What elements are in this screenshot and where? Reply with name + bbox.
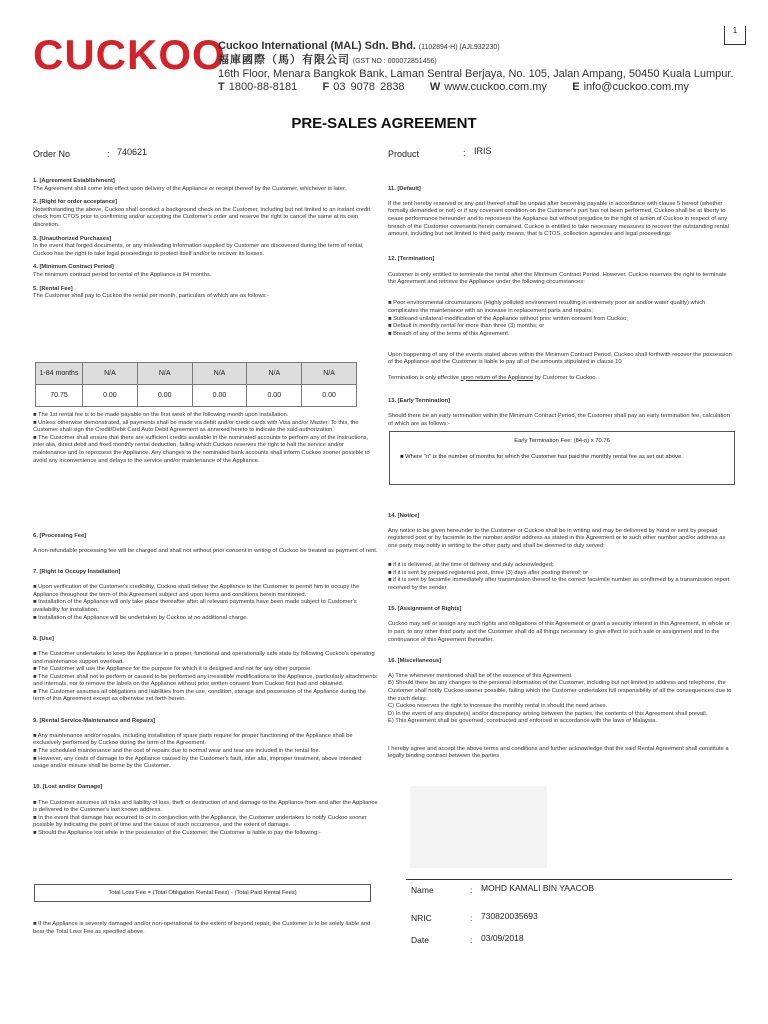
date-label: Date: [411, 935, 429, 945]
signature-divider: [406, 879, 732, 880]
email-value: info@cuckoo.com.my: [583, 81, 689, 93]
rental-fee-notes: [33, 412, 378, 465]
tel-label: T: [218, 81, 225, 93]
company-chinese-name: 福庫國際（馬）有限公司: [218, 54, 350, 66]
clause-10-heading: 10. [Lost and/or Damage]: [33, 784, 103, 791]
agreement-acknowledgement: I hereby agree and accept the above terms and conditions and further acknowledge that the said Rental Agreement shall constitute a legally binding contract between the parties: [388, 745, 729, 760]
clause-12-heading: 12. [Termination]: [388, 256, 435, 263]
order-no-value: 740621: [117, 147, 148, 157]
clause-3-heading: 3. [Unauthorized Purchases]: [33, 235, 112, 242]
signature-box: [410, 786, 547, 868]
left-column-lower: [33, 525, 378, 845]
clause-6-heading: 6. [Processing Fee]: [33, 532, 87, 539]
customer-name: MOHD KAMALI BIN YAACOB: [481, 883, 595, 893]
termination-text-end: by Customer to Cuckoo.: [533, 374, 598, 381]
page-number: 1: [724, 26, 746, 45]
rental-cell: 70.75: [36, 385, 83, 407]
clause-10-final-note: ■ If the Appliance is severely damaged and/or non-operational to the extent of beyond repair, the Customer is to be solely liable and bear the Total Loss Fee as specified above.: [33, 921, 371, 935]
clause-6-text: A non-refundable processing fee will be charged and shall not without prior consent in writing of Cuckoo be treated as payment of rent.: [33, 547, 378, 554]
rental-cell: 0.00: [83, 385, 138, 407]
rental-note: ■ Unless otherwise demonstrated, all payments shall be made via debit and/or credit cards with Visa and/or Master. To this, the Customer shall sign the Credit/Debit Card Auto Debit Agreement as annexed hereto to indicate the said authorization.: [33, 419, 359, 434]
left-column: [33, 178, 378, 301]
order-no-label: Order No: [33, 149, 71, 159]
clause-11-heading: 11. [Default]: [388, 185, 421, 192]
early-termination-note: ■ Where "n" is the number of months for which the Customer has paid the monthly rental fee as set out above.: [400, 454, 683, 460]
right-column-lower: [388, 505, 735, 768]
rental-note: ■ The 1st rental fee is to be made payable on the first week of the following month upon installation.: [33, 412, 289, 418]
rental-cell: N/A: [137, 363, 192, 385]
company-info: [218, 40, 734, 94]
clause-3-text: In the event that forged documents, or any misleading information supplied by Customer are discovered during the term of rental, Cuckoo has the right to take legal proceedings to protect itself and/or to recover its losses.: [33, 243, 364, 257]
rental-cell: 1-84 months: [36, 363, 83, 385]
rental-cell: N/A: [192, 363, 247, 385]
clause-14-text: Any notice to be given hereunder to the Customer or Cuckoo shall be in writing and may be delivered by hand or sent by prepaid registered post or by facsimile to the number and/or address as stated in this Agreement or to such other number and/or address as one party may notify in writing to the other party and shall be deemed to duly served:: [388, 527, 726, 549]
name-label: Name: [411, 885, 434, 895]
clause-16-heading: 16. [Miscellaneous]: [388, 657, 442, 664]
clause-13-text: Should there be an early termination within the Minimum Contract Period, the Customer shall pay an early termination fee, calculation of which are as follows:-: [388, 413, 730, 427]
clause-9-heading: 9. [Rental Service-Maintenance and Repairs]: [33, 717, 156, 724]
rental-fee-table: [35, 362, 357, 407]
company-address: 16th Floor, Menara Bangkok Bank, Laman Sentral Berjaya, No. 105, Jalan Ampang, 50450 Kuala Lumpur.: [218, 68, 734, 80]
clause-4-heading: 4. [Minimum Contract Period]: [33, 264, 114, 271]
clause-15-text: Cuckoo may sell or assign any such rights and obligations of this Agreement or grant a security interest in this Agreement, in whole or in part, to any other third party and the Customer shall do all things necessary to give effect to such sale or assignment and to the continuance of this Agreement thereafter.: [388, 621, 730, 643]
clause-1-text: The Agreement shall come into effect upon delivery of the Appliance or receipt thereof by the Customer, whichever is later.: [33, 185, 347, 192]
tel-value: 1800-88-8181: [228, 81, 298, 93]
cuckoo-logo: CUCKOO: [33, 31, 226, 78]
company-name: Cuckoo International (MAL) Sdn. Bhd.: [218, 40, 416, 52]
nric-colon: :: [470, 913, 473, 923]
early-termination-formula: Early Termination Fee: (84-n) x 70.76: [514, 438, 610, 444]
rental-note: ■ The Customer shall ensure that there are sufficient credits available in the nominated accounts to perform any of the instructions, inter alia, direct debit and fixed monthly rental deduction, failing which Cuckoo reserves the right to halt the service and/or maintenance and to repossess the Appliance. Any changes to the nominated bank accounts shall inform Cuckoo sooner possible to avoid any inconvenience and delays to the service and/or maintenance of the Appliance.: [33, 434, 370, 464]
clause-11-text: If the rent hereby reserved or any part thereof shall be unpaid after becoming payable in accordance with clause 5 hereof (whether formally demanded or not) or if any covenant condition on the Customer's part has not been performed, Cuckoo shall be at liberty to cease performance hereunder and to repossess the Appliance but without prejudice to the right of action of Cuckoo in respect of any breach of the Customer covenants herein contained. Cuckoo is entitled to take necessary measures to recover the outstanding rental amount, including but not limited to third party means, that is CTOS, collection agencies and legal proceedings: [388, 200, 729, 238]
clause-8-heading: 8. [Use]: [33, 635, 54, 642]
clause-12-effective: [388, 375, 735, 383]
clause-1-heading: 1. [Agreement Establishment]: [33, 178, 115, 184]
product-label: Product: [388, 149, 420, 159]
fax-label: F: [322, 81, 330, 93]
clause-5-text: The Customer shall pay to Cuckoo the rental per month, particulars of which are as follows:-: [33, 293, 269, 300]
rental-cell: 0.00: [302, 385, 357, 407]
rental-cell: N/A: [83, 363, 138, 385]
total-loss-fee-box: Total Loss Fee = (Total Obligation Rental Fees) - (Total Paid Rental Fees): [34, 884, 371, 902]
nric-label: NRIC: [411, 913, 432, 923]
clause-13-heading: 13. [Early Termination]: [388, 397, 451, 404]
gst-number: (GST NO : 000072851456): [352, 58, 437, 65]
web-label: W: [429, 81, 441, 93]
clause-8-text: ■ The Customer undertakes to keep the Appliance in a proper, functional and operationally safe state by following Cuckoo's operating and maintenance support overload. ■ The Customer will use the Appliance for the purpose for which it is designed and not for any other purpose. ■ The Customer shall not to perform or caused to be performed any irresistible modifications to the Appliance, particularly attachments and internals, nor to remove the labels on the Appliance without prior written consent from Cuckoo first had and obtained. ■ The Customer assumes all obligations and liabilities from the use, condition, storage and possession of the Appliance during the term of this Agreement except as otherwise set forth herein.: [33, 650, 377, 703]
clause-7-heading: 7. [Right to Occupy Installation]: [33, 568, 121, 575]
clause-14-bullets: ■ if it is delivered, at the time of delivery and duly acknowledged; ■ if it is sent by prepaid registered post, three (3) days after posting thereof; or ■ if it is sent by facsimile immediately after transmission thereof to the correct facsimile number as confirmed by a transmission report received by the sender.: [388, 562, 730, 591]
agreement-date: 03/09/2018: [481, 933, 524, 943]
order-no-colon: :: [107, 149, 110, 159]
product-colon: :: [463, 148, 466, 158]
early-termination-box: [389, 431, 735, 485]
clause-2-heading: 2. [Right for order acceptance]: [33, 199, 118, 206]
rental-cell: N/A: [302, 363, 357, 385]
rental-cell: 0.00: [192, 385, 247, 407]
clause-5-heading: 5. [Rental Fee]: [33, 285, 73, 292]
page-title: PRE-SALES AGREEMENT: [291, 115, 477, 132]
clause-14-heading: 14. [Notice]: [388, 512, 420, 519]
rental-cell: N/A: [247, 363, 302, 385]
clause-12-text: Customer is only entitled to terminate the rental after the Minimum Contract Period. However, Cuckoo reserves the right to terminate the Agreement and retrieve the Appliance under the following circumstances:: [388, 271, 727, 286]
rental-cell: 0.00: [137, 385, 192, 407]
termination-text: Termination is only effective: [388, 374, 461, 381]
termination-underlined: upon return of the Appliance: [460, 374, 534, 381]
clause-7-text: ■ Upon verification of the Customer's credibility, Cuckoo shall deliver the Appliance to the Customer to permit him to occupy the Appliance throughout the term of this Agreement subject and upon terms and conditions herein mentioned. ■ Installation of the Appliance will only take place thereafter after all relevant payments have been made subject to Customer's availability for installation. ■ Installation of the Appliance will be undertaken by Cuckoo at no additional charge.: [33, 584, 360, 621]
clause-9-text: ■ Any maintenance and/or repairs, including installation of spare parts require for proper functioning of the Appliance shall be exclusively performed by Cuckoo during the term of the Agreement. ■ The scheduled maintenance and the cost of repairs due to normal wear and tear are included in the rental fee. ■ However, any costs of damage to the Appliance caused by the Customer's fault, inter alia, improper treatment, above intended usage and/or misuse shall be borne by the Customer.: [33, 732, 362, 770]
fax-value: 03 9078 2838: [333, 81, 405, 93]
clause-4-text: The minimum contract period for rental of the Appliance is 84 months.: [33, 271, 212, 278]
name-colon: :: [470, 885, 473, 895]
clause-16-text: A) Time whenever mentioned shall be of the essence of this Agreement. B) Should there be any changes to the personal information of the Customer, including but not limited to address and telephone, the Customer shall notify Cuckoo sooner possible, failing which the Customer undertakes full responsibility of all the consequences due to the such delay. C) Cuckoo reserves the right to increase the monthly rental in should the need arises. D) In the event of any dispute(s) and/or discrepancy arising between the parties, the contents of this Agreement shall prevail. E) This Agreement shall be governed, constructed and enforced in accordance with the laws of Malaysia.: [388, 672, 732, 725]
customer-nric: 730820035693: [481, 911, 538, 921]
web-value: www.cuckoo.com.my: [444, 81, 547, 93]
clause-2-text: Notwithstanding the above, Cuckoo shall conduct a background check on the Customer, including but not limited to an instant credit check from CTOS prior to confirming and/or accepting the Customer's order and reserve the right to cancel the same at its own discretion.: [33, 206, 371, 228]
email-label: E: [572, 81, 580, 93]
clause-15-heading: 15. [Assignment of Rights]: [388, 606, 462, 613]
clause-12-recovery: Upon happening of any of the events stated above within the Minimum Contract Period, Cuckoo shall forthwith recover the possession of the Appliance and the Customer is liable to pay all of the amounts stipulated in clause 10: [388, 351, 732, 366]
clause-12-bullets: ■ Poor environmental circumstances (Highly polluted environment resulting in extremely poor air and/or water quality) which complicates the maintenance with an increase in replacement parts and repairs; ■ Subleand unilateral modification of the Appliance without prior written consent from Cuckoo; ■ Default in monthly rental for more than three (3) months; or ■ Breach of any of the terms of this Agreement.: [388, 300, 706, 337]
rental-cell: 0.00: [247, 385, 302, 407]
product-value: IRIS: [474, 146, 492, 156]
company-reg: (1102894-H) (AJL932230): [418, 44, 500, 51]
right-column: [388, 178, 735, 436]
date-colon: :: [470, 935, 473, 945]
clause-10-text: ■ The Customer assumes all risks and liability of loss, theft or destruction of and damage to the Appliance from and after the Appliance is delivered to the Customer's last known address. ■ In the event that damage has occurred to or in conjunction with the Appliance, the Customer undertakes to notify Cuckoo sooner possible by indicating the point of time and the cause of such occurrence, and the extent of damage. ■ Should the Appliance lost while in the possession of the Customer, the Customer is liable to pay the following:-: [33, 799, 378, 836]
contact-line: [218, 81, 734, 94]
